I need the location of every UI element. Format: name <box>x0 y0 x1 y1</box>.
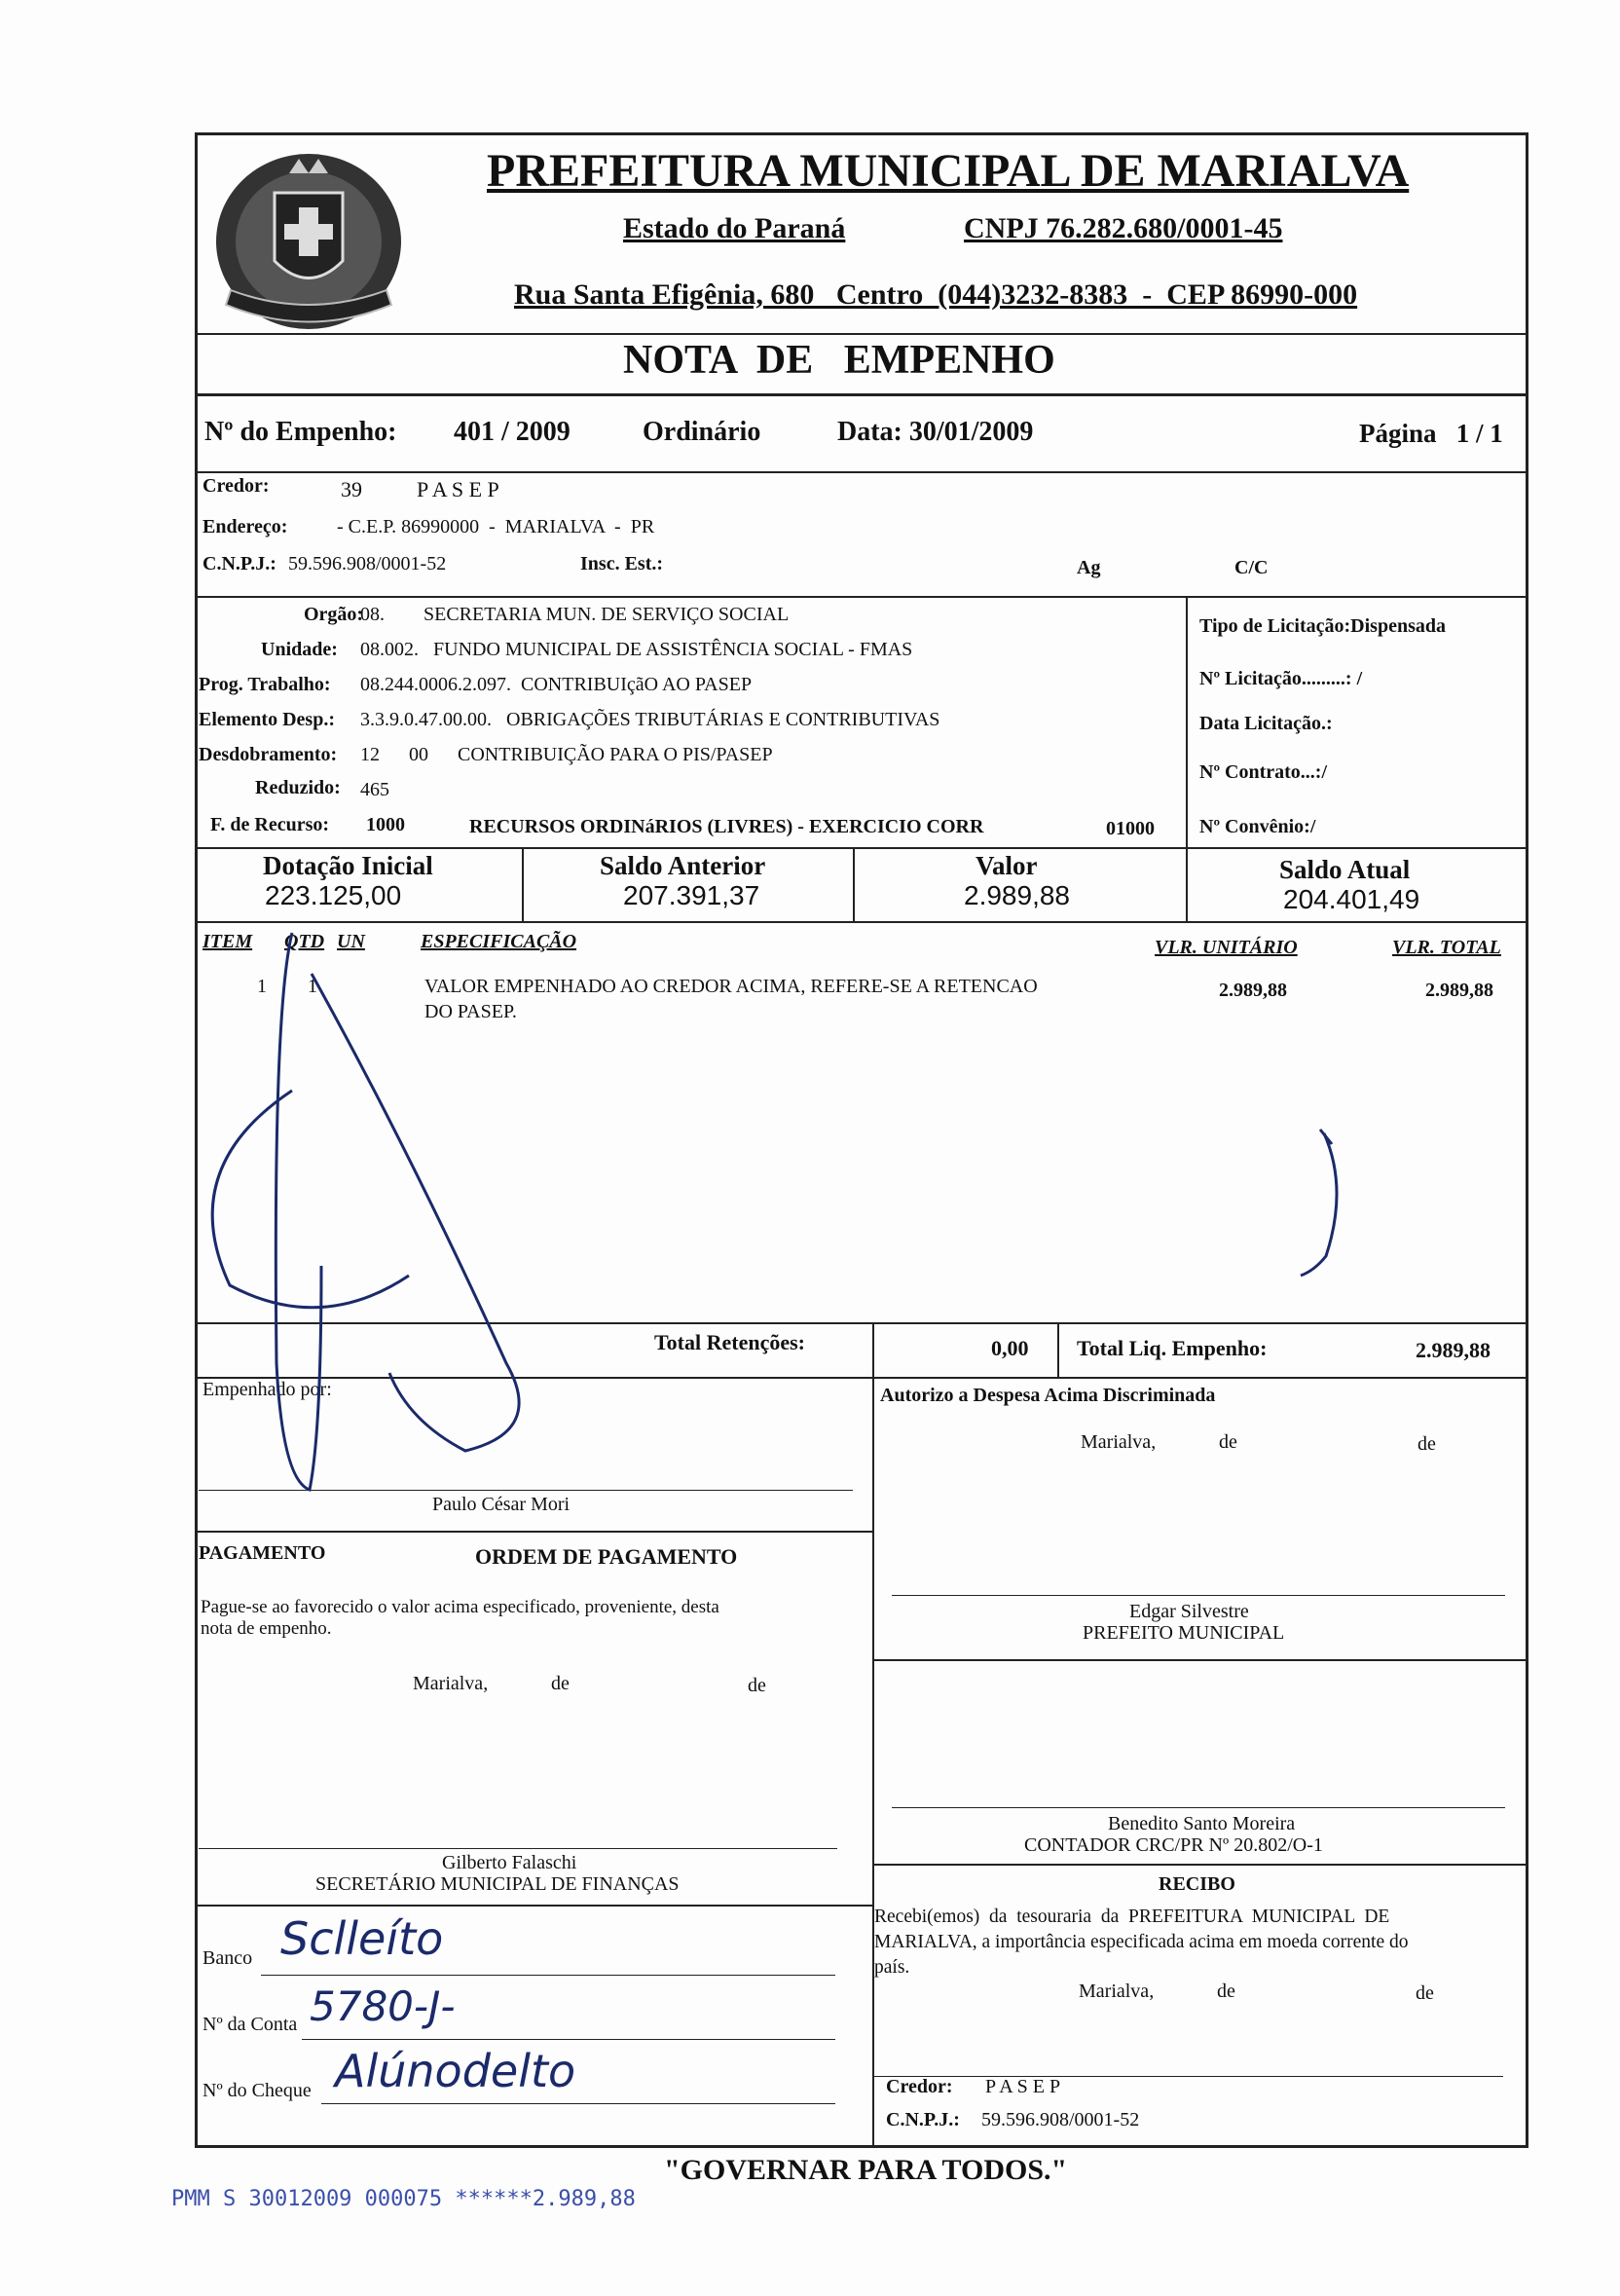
item-number: 1 <box>257 976 267 997</box>
recibo-de-1: de <box>1217 1981 1235 2002</box>
desdobramento-label: Desdobramento: <box>199 744 338 765</box>
recibo-credor: P A S E P <box>985 2076 1061 2097</box>
divider <box>1057 1322 1059 1377</box>
data-licitacao: Data Licitação.: <box>1199 713 1333 734</box>
recibo-texto-2: MARIALVA, a importância especificada acima em moeda corrente do <box>874 1932 1409 1952</box>
recibo-credor-label: Credor: <box>886 2076 953 2097</box>
header-vlr-unitario: VLR. UNITÁRIO <box>1155 937 1298 958</box>
saldo-anterior-label: Saldo Anterior <box>600 851 766 880</box>
divider <box>522 847 524 921</box>
recurso-label: F. de Recurso: <box>210 814 330 835</box>
cheque-label: Nº do Cheque <box>202 2080 312 2101</box>
valor-label: Valor <box>976 851 1038 880</box>
header-qtd: QTD <box>284 931 325 952</box>
dotacao-value: 223.125,00 <box>265 880 402 910</box>
field-line <box>261 1975 835 1976</box>
prefeito-cargo: PREFEITO MUNICIPAL <box>1083 1622 1285 1644</box>
numero-convenio: Nº Convênio:/ <box>1199 816 1316 837</box>
conta-handwritten: 5780-J- <box>310 1982 456 2030</box>
autorizo-local: Marialva, <box>1081 1431 1157 1453</box>
elemento-label: Elemento Desp.: <box>199 709 335 730</box>
field-line <box>302 2039 835 2040</box>
empenho-label: Nº do Empenho: <box>204 417 397 447</box>
cc-label: C/C <box>1234 557 1269 578</box>
elemento-value: 3.3.9.0.47.00.00. OBRIGAÇÕES TRIBUTÁRIAS E CONTRIBUTIVAS <box>360 709 940 730</box>
recibo-texto-1: Recebi(emos) da tesouraria da PREFEITURA MUNICIPAL DE <box>874 1907 1390 1927</box>
recibo-cnpj-label: C.N.P.J.: <box>886 2109 960 2130</box>
conta-label: Nº da Conta <box>202 2014 298 2035</box>
prefeitura-title: PREFEITURA MUNICIPAL DE MARIALVA <box>487 145 1410 197</box>
tipo-licitacao: Tipo de Licitação:Dispensada <box>1199 615 1446 637</box>
divider <box>195 1377 1528 1379</box>
orgao-label: Orgão: <box>304 604 364 625</box>
divider <box>1186 847 1188 921</box>
divider <box>195 471 1528 473</box>
item-qtd: 1 <box>308 976 317 997</box>
divider <box>872 1322 874 1377</box>
recurso-code: 1000 <box>366 814 405 835</box>
numero-contrato: Nº Contrato...:/ <box>1199 761 1328 783</box>
pagamento-local: Marialva, <box>413 1673 489 1694</box>
saldo-atual-value: 204.401,49 <box>1283 884 1420 914</box>
reduzido-label: Reduzido: <box>255 777 341 798</box>
divider <box>195 1905 872 1907</box>
cnpj-header: CNPJ 76.282.680/0001-45 <box>964 212 1283 244</box>
divider <box>195 847 1528 849</box>
empenho-number: 401 / 2009 <box>454 417 571 447</box>
empenho-date: Data: 30/01/2009 <box>837 417 1034 447</box>
prog-label: Prog. Trabalho: <box>199 674 331 695</box>
dotacao-label: Dotação Inicial <box>263 851 433 880</box>
total-liquido-label: Total Liq. Empenho: <box>1077 1336 1268 1360</box>
recibo-de-2: de <box>1416 1982 1434 2004</box>
credor-label: Credor: <box>202 475 270 497</box>
header-item: ITEM <box>202 931 253 952</box>
divider <box>195 921 1528 923</box>
autorizo-de-2: de <box>1418 1433 1436 1455</box>
unidade-value: 08.002. FUNDO MUNICIPAL DE ASSISTÊNCIA SOCIAL - FMAS <box>360 639 913 660</box>
page-number: Página 1 / 1 <box>1359 419 1503 448</box>
header-vlr-total: VLR. TOTAL <box>1392 937 1501 958</box>
valor-value: 2.989,88 <box>964 880 1070 910</box>
signature-line <box>199 1848 837 1849</box>
recibo-cnpj: 59.596.908/0001-52 <box>981 2109 1140 2130</box>
ag-label: Ag <box>1077 557 1101 578</box>
coat-of-arms-seal <box>206 134 411 339</box>
total-liquido-value: 2.989,88 <box>1416 1338 1491 1362</box>
mechanical-stamp: PMM S 30012009 000075 ******2.989,88 <box>171 2187 636 2211</box>
address-line: Rua Santa Efigênia, 680 Centro (044)3232-8383 - CEP 86990-000 <box>514 278 1358 311</box>
slogan: "GOVERNAR PARA TODOS." <box>664 2154 1068 2186</box>
pagamento-texto-1: Pague-se ao favorecido o valor acima especificado, proveniente, desta <box>201 1597 719 1617</box>
divider <box>195 333 1528 335</box>
cnpj-label: C.N.P.J.: <box>202 553 276 574</box>
unidade-label: Unidade: <box>261 639 338 660</box>
recurso-code-2: 01000 <box>1106 818 1155 839</box>
credor-name: P A S E P <box>417 477 499 501</box>
prog-value: 08.244.0006.2.097. CONTRIBUIçãO AO PASEP <box>360 674 753 695</box>
state-name: Estado do Paraná <box>623 212 846 244</box>
header-un: UN <box>337 931 365 952</box>
numero-licitacao: Nº Licitação.........: / <box>1199 668 1363 689</box>
pagamento-texto-2: nota de empenho. <box>201 1618 332 1639</box>
credor-endereco: - C.E.P. 86990000 - MARIALVA - PR <box>337 516 655 537</box>
empenho-type: Ordinário <box>643 417 761 447</box>
divider <box>195 596 1528 598</box>
credor-cnpj: 59.596.908/0001-52 <box>288 553 447 574</box>
divider <box>195 1531 872 1533</box>
orgao-value: 08. SECRETARIA MUN. DE SERVIÇO SOCIAL <box>360 604 790 625</box>
desdobramento-value: 12 00 CONTRIBUIÇÃO PARA O PIS/PASEP <box>360 744 773 765</box>
endereco-label: Endereço: <box>202 516 288 537</box>
signature-line <box>892 1807 1505 1808</box>
recibo-texto-3: país. <box>874 1957 910 1978</box>
divider <box>872 1377 874 2148</box>
recibo-local: Marialva, <box>1079 1981 1155 2002</box>
divider <box>195 393 1528 396</box>
ordem-pagamento-title: ORDEM DE PAGAMENTO <box>475 1544 738 1569</box>
cheque-handwritten: Alúnodelto <box>335 2045 576 2097</box>
empenhado-label: Empenhado por: <box>202 1379 332 1400</box>
item-unit-value: 2.989,88 <box>1219 980 1287 1001</box>
autorizo-text: Autorizo a Despesa Acima Discriminada <box>880 1385 1216 1406</box>
divider <box>195 1322 1528 1324</box>
pagamento-de-1: de <box>551 1673 570 1694</box>
contador-nome: Benedito Santo Moreira <box>1108 1813 1296 1834</box>
retencoes-value: 0,00 <box>991 1336 1029 1360</box>
nota-empenho-title: NOTA DE EMPENHO <box>623 338 1055 383</box>
header-especificacao: ESPECIFICAÇÃO <box>421 931 577 952</box>
secretario-nome: Gilberto Falaschi <box>442 1852 577 1873</box>
empenhado-nome: Paulo César Mori <box>432 1494 571 1515</box>
divider <box>872 1864 1528 1866</box>
pagamento-label: PAGAMENTO <box>199 1542 326 1564</box>
banco-handwritten: Sclleíto <box>280 1912 444 1965</box>
banco-label: Banco <box>202 1947 253 1969</box>
item-total-value: 2.989,88 <box>1425 980 1493 1001</box>
secretario-cargo: SECRETÁRIO MUNICIPAL DE FINANÇAS <box>315 1873 680 1895</box>
recibo-title: RECIBO <box>1159 1873 1235 1895</box>
divider <box>872 1659 1528 1661</box>
saldo-anterior-value: 207.391,37 <box>623 880 760 910</box>
saldo-atual-label: Saldo Atual <box>1279 855 1411 884</box>
item-description-line-1: VALOR EMPENHADO AO CREDOR ACIMA, REFERE-SE A RETENCAO <box>424 976 1038 997</box>
field-line <box>321 2103 835 2104</box>
prefeito-nome: Edgar Silvestre <box>1129 1601 1249 1622</box>
divider <box>1186 596 1188 847</box>
divider <box>853 847 855 921</box>
signature-line <box>892 1595 1505 1596</box>
pagamento-de-2: de <box>748 1675 766 1696</box>
signature-line <box>874 2076 1503 2077</box>
insc-label: Insc. Est.: <box>580 553 664 574</box>
reduzido-value: 465 <box>360 779 389 800</box>
contador-cargo: CONTADOR CRC/PR Nº 20.802/O-1 <box>1024 1834 1323 1856</box>
item-description-line-2: DO PASEP. <box>424 1001 517 1022</box>
credor-code: 39 <box>341 477 362 501</box>
recurso-description: RECURSOS ORDINáRIOS (LIVRES) - EXERCICIO CORR <box>469 816 984 837</box>
retencoes-label: Total Retenções: <box>654 1330 805 1354</box>
autorizo-de-1: de <box>1219 1431 1237 1453</box>
signature-line <box>199 1490 853 1491</box>
